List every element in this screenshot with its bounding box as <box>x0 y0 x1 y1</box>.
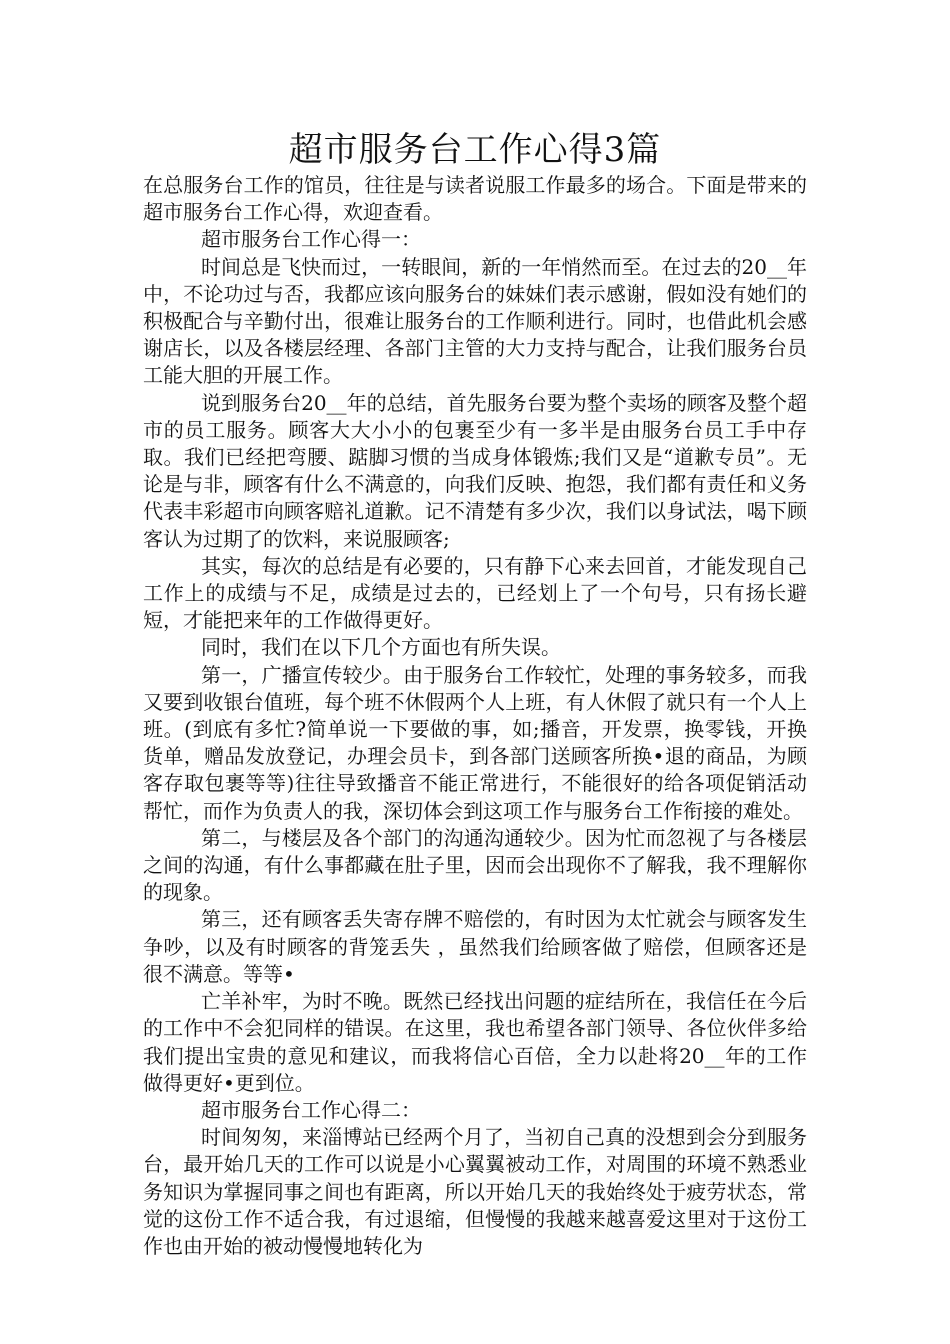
document-title: 超市服务台工作心得3篇 <box>288 130 662 170</box>
paragraph: 第一，广播宣传较少。由于服务台工作较忙，处理的事务较多，而我又要到收银台值班，每个班不休假两个人上班，有人休假了就只有一个人上班。(到底有多忙?简单说一下要做的事，如;播音，开发票，换零钱，开换货单，赠品发放登记，办理会员卡，到各部门送顾客所换•退的商品，为顾客存取包裹等等)往往导致播音不能正常进行，不能很好的给各项促销活动帮忙，而作为负责人的我，深切体会到这项工作与服务台工作衔接的难处。 <box>143 662 807 823</box>
paragraph: 第二，与楼层及各个部门的沟通沟通较少。因为忙而忽视了与各楼层之间的沟通，有什么事都藏在肚子里，因而会出现你不了解我，我不理解你的现象。 <box>143 825 807 905</box>
paragraph: 亡羊补牢，为时不晚。既然已经找出问题的症结所在，我信任在今后的工作中不会犯同样的错误。在这里，我也希望各部门领导、各位伙伴多给我们提出宝贵的意见和建议，而我将信心百倍，全力以赴将20__年的工作做得更好•更到位。 <box>143 989 807 1095</box>
section-heading-1: 超市服务台工作心得一： <box>201 227 421 252</box>
paragraph: 其实，每次的总结是有必要的，只有静下心来去回首，才能发现自己工作上的成绩与不足，成绩是过去的，已经划上了一个句号，只有扬长避短，才能把来年的工作做得更好。 <box>143 553 807 633</box>
section-heading-2: 超市服务台工作心得二： <box>201 1097 421 1122</box>
paragraph-intro: 在总服务台工作的馆员，往往是与读者说服工作最多的场合。下面是带来的超市服务台工作心得，欢迎查看。 <box>143 173 807 225</box>
paragraph: 第三，还有顾客丢失寄存牌不赔偿的，有时因为太忙就会与顾客发生争吵，以及有时顾客的背笼丢失 ，虽然我们给顾客做了赔偿，但顾客还是很不满意。等等• <box>143 907 807 986</box>
paragraph: 同时，我们在以下几个方面也有所失误。 <box>201 635 561 660</box>
paragraph: 说到服务台20__年的总结，首先服务台要为整个卖场的顾客及整个超市的员工服务。顾客大大小小的包裹至少有一多半是由服务台员工手中存取。我们已经把弯腰、踮脚习惯的当成身体锻炼;我们又是“道歉专员”。无论是与非，顾客有什么不满意的，向我们反映、抱怨，我们都有责任和义务代表丰彩超市向顾客赔礼道歉。记不清楚有多少次，我们以身试法，喝下顾客认为过期了的饮料，来说服顾客; <box>143 390 807 551</box>
document-body <box>143 172 807 1260</box>
paragraph: 时间匆匆，来淄博站已经两个月了，当初自己真的没想到会分到服务台，最开始几天的工作可以说是小心翼翼被动工作，对周围的环境不熟悉业务知识为掌握同事之间也有距离，所以开始几天的我始终处于疲劳状态，常觉的这份工作不适合我，有过退缩，但慢慢的我越来越喜爱这里对于这份工作也由开始的被动慢慢地转化为 <box>143 1125 807 1258</box>
paragraph: 时间总是飞快而过，一转眼间，新的一年悄然而至。在过去的20__年中，不论功过与否，我都应该向服务台的妹妹们表示感谢，假如没有她们的积极配合与辛勤付出，很难让服务台的工作顺利进行。同时，也借此机会感谢店长，以及各楼层经理、各部门主管的大力支持与配合，让我们服务台员工能大胆的开展工作。 <box>143 254 807 388</box>
